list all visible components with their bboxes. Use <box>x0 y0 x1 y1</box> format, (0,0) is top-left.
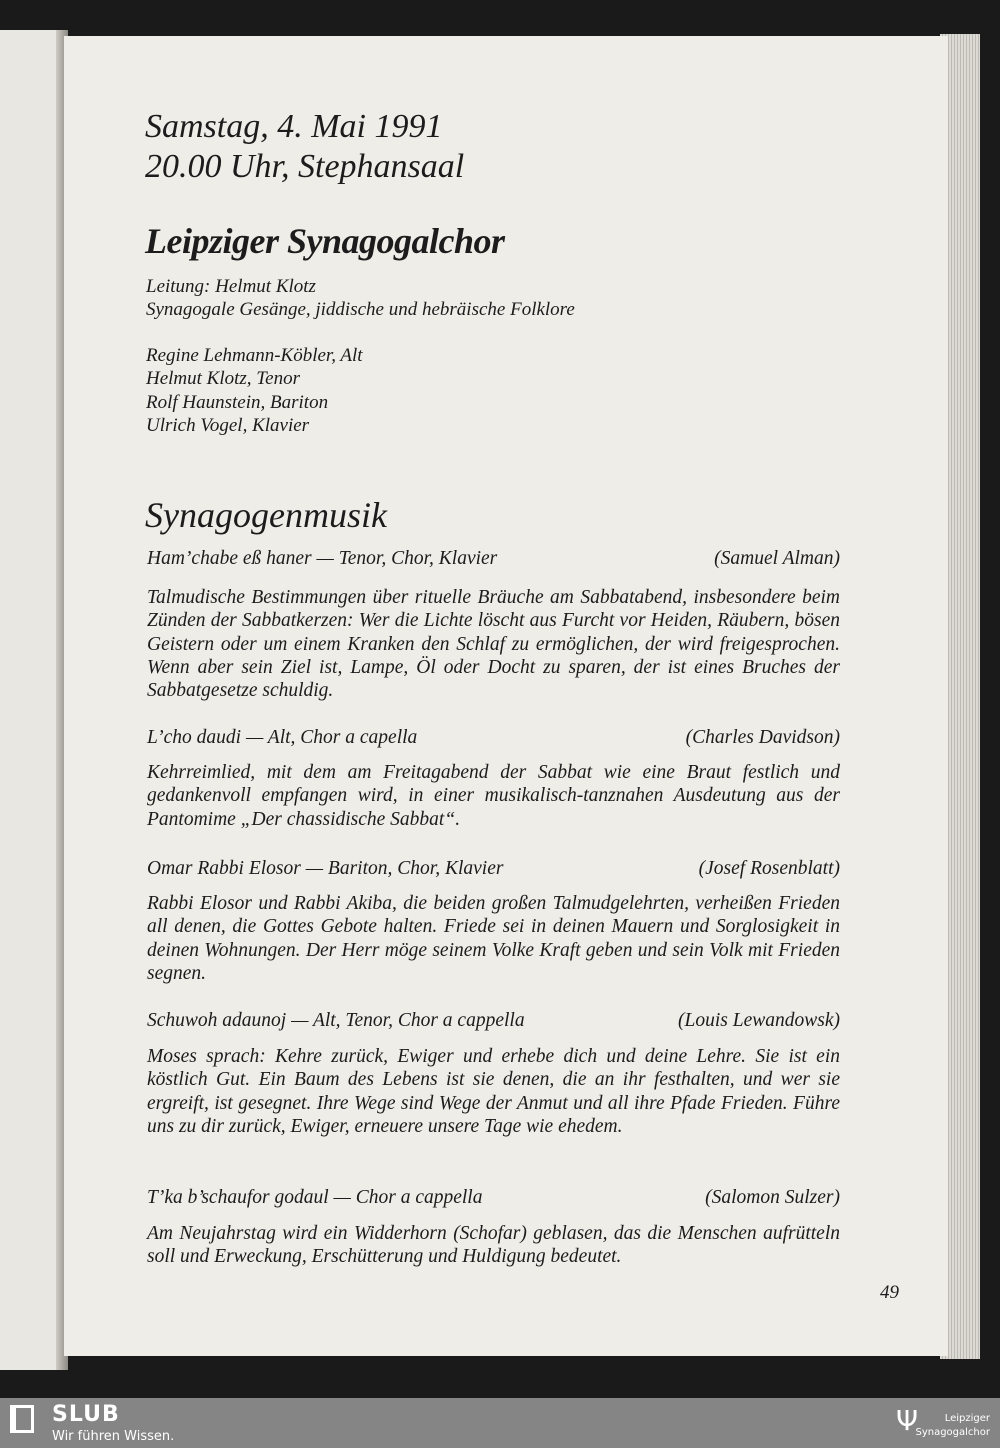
date-heading: Samstag, 4. Mai 1991 <box>145 108 443 145</box>
performer: Ulrich Vogel, Klavier <box>146 415 310 436</box>
facing-page <box>0 30 64 1370</box>
partner-line1: Leipziger <box>944 1413 990 1424</box>
partner-line2: Synagogalchor <box>915 1427 990 1438</box>
piece-description: Am Neujahrstag wird ein Widderhorn (Schofar) geblasen, das die Menschen aufrütteln soll und Erweckung, Erschütterung und Huldigung bedeutet. <box>147 1223 840 1268</box>
piece-description: Kehrreimlied, mit dem am Freitagabend der Sabbat wie eine Braut festlich und gedankenvoll empfangen wird, in einer musikalisch-tanznahen Ausdeutung aus der Pantomime „Der chassidische Sabbat“. <box>147 762 840 830</box>
piece-composer: (Salomon Sulzer) <box>705 1187 840 1208</box>
program-description: Synagogale Gesänge, jiddische und hebräische Folklore <box>146 299 575 320</box>
leitung: Leitung: Helmut Klotz <box>146 276 316 297</box>
performer: Helmut Klotz, Tenor <box>146 368 300 389</box>
piece-header <box>147 1010 840 1032</box>
time-venue-heading: 20.00 Uhr, Stephansaal <box>145 148 465 185</box>
piece-title: Ham’chabe eß haner — Tenor, Chor, Klavier <box>147 548 498 569</box>
piece-composer: (Samuel Alman) <box>714 548 840 569</box>
piece-composer: (Louis Lewandowsk) <box>678 1010 840 1031</box>
piece-title: L’cho daudi — Alt, Chor a capella <box>147 727 418 748</box>
piece-description: Rabbi Elosor und Rabbi Akiba, die beiden großen Talmudgelehrten, verheißen Frieden all denen, die Gottes Gebote halten. Friede sei in deinen Mauern und Sorglosigkeit in deinen Wohnungen. Der Herr möge seinem Volke Kraft geben und sein Volk mit Frieden segnen. <box>147 893 840 984</box>
section-heading: Synagogenmusik <box>145 495 387 535</box>
performer: Regine Lehmann-Köbler, Alt <box>146 345 363 366</box>
piece-header <box>147 548 840 570</box>
piece-description: Talmudische Bestimmungen über rituelle Bräuche am Sabbatabend, insbesondere beim Zünden der Sabbatkerzen: Wer die Lichte löscht aus Furcht vor Heiden, Räubern, bösen Geistern oder um einem Kranken den Schlaf zu ermöglichen, der wird freigesprochen. Wenn aber sein Ziel ist, Lampe, Öl oder Docht zu sparen, der ist eines Bruches der Sabbatgesetze schuldig. <box>147 587 840 702</box>
piece-composer: (Charles Davidson) <box>685 727 840 748</box>
piece-header <box>147 1187 840 1209</box>
piece-composer: (Josef Rosenblatt) <box>698 858 840 879</box>
piece-description: Moses sprach: Kehre zurück, Ewiger und erhebe dich und deine Lehre. Sie ist ein köstlich Gut. Ein Baum des Lebens ist sie denen, die an ihr festhalten, und wer sie ergreift, ist gesegnet. Ihre Wege sind Wege der Anmut und all ihre Pfade Frieden. Führe uns zu dir zurück, Ewiger, erneuere unsere Tage wie ehedem. <box>147 1046 840 1137</box>
performer: Rolf Haunstein, Bariton <box>146 392 329 413</box>
piece-title: Omar Rabbi Elosor — Bariton, Chor, Klavier <box>147 858 504 879</box>
piece-header <box>147 727 840 749</box>
piece-title: Schuwoh adaunoj — Alt, Tenor, Chor a cappella <box>147 1010 525 1031</box>
page-number: 49 <box>880 1282 899 1303</box>
slub-book-icon <box>10 1405 34 1433</box>
piece-header <box>147 858 840 880</box>
slub-slogan: Wir führen Wissen. <box>52 1429 175 1444</box>
partner-logo[interactable] <box>915 1412 990 1440</box>
footer-bar <box>0 1398 1000 1448</box>
menorah-icon: Ψ <box>896 1404 919 1437</box>
choir-title: Leipziger Synagogalchor <box>145 221 505 261</box>
piece-title: T’ka b’schaufor godaul — Chor a cappella <box>147 1187 483 1208</box>
slub-logo[interactable]: SLUB <box>52 1402 120 1427</box>
